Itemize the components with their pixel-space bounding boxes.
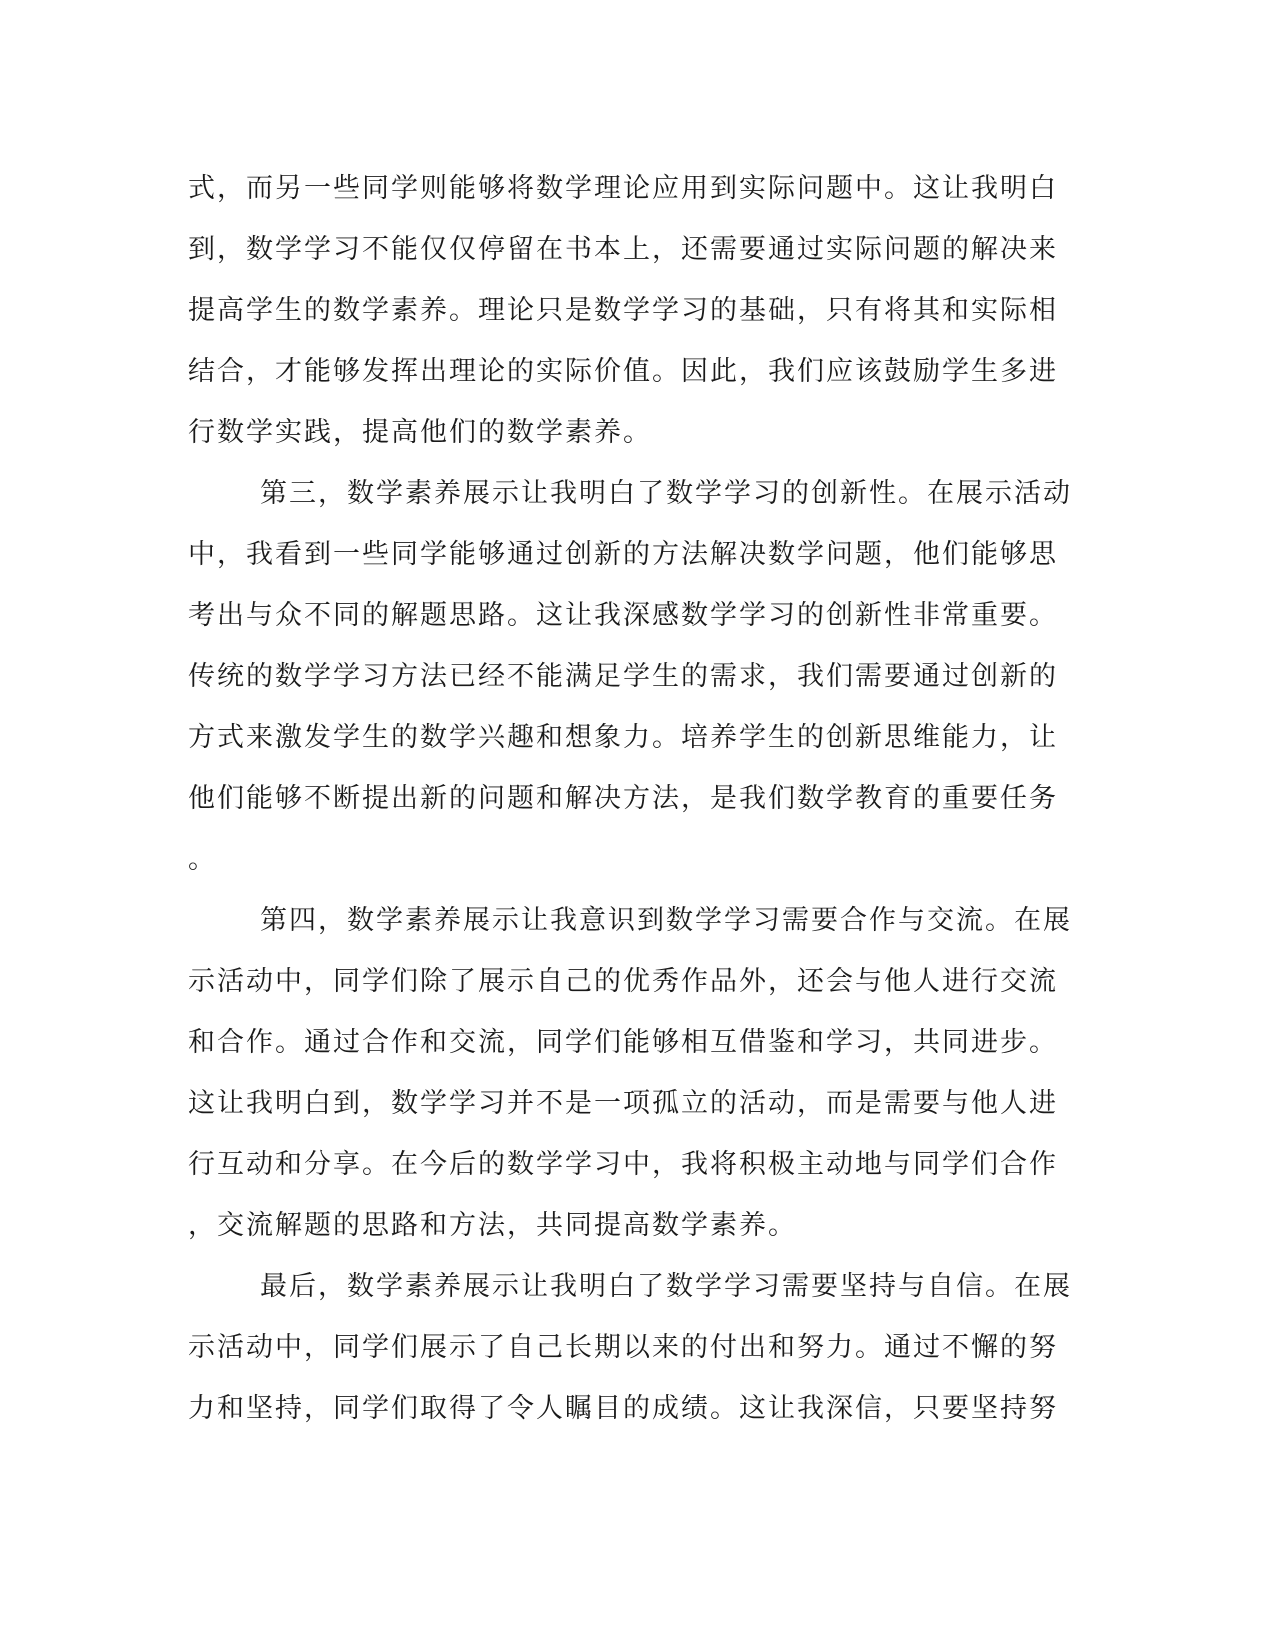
paragraph-start-line: 第三，数学素养展示让我明白了数学学习的创新性。在展示活动 <box>260 478 1072 509</box>
text-line: ，交流解题的思路和方法，共同提高数学素养。 <box>188 1210 797 1241</box>
text-line: 示活动中，同学们展示了自己长期以来的付出和努力。通过不懈的努 <box>188 1332 1058 1363</box>
body-text <box>188 158 1072 1439</box>
text-line: 式，而另一些同学则能够将数学理论应用到实际问题中。这让我明白 <box>188 173 1058 204</box>
text-line: 到，数学学习不能仅仅停留在书本上，还需要通过实际问题的解决来 <box>188 234 1058 265</box>
text-line: 考出与众不同的解题思路。这让我深感数学学习的创新性非常重要。 <box>188 600 1058 631</box>
paragraph-start-line: 第四，数学素养展示让我意识到数学学习需要合作与交流。在展 <box>260 905 1072 936</box>
text-line: 中，我看到一些同学能够通过创新的方法解决数学问题，他们能够思 <box>188 539 1058 570</box>
text-line: 和合作。通过合作和交流，同学们能够相互借鉴和学习，共同进步。 <box>188 1027 1058 1058</box>
text-line: 示活动中，同学们除了展示自己的优秀作品外，还会与他人进行交流 <box>188 966 1058 997</box>
text-line: 结合，才能够发挥出理论的实际价值。因此，我们应该鼓励学生多进 <box>188 356 1058 387</box>
text-line: 力和坚持，同学们取得了令人瞩目的成绩。这让我深信，只要坚持努 <box>188 1393 1058 1424</box>
text-line: 行互动和分享。在今后的数学学习中，我将积极主动地与同学们合作 <box>188 1149 1058 1180</box>
text-line: 传统的数学学习方法已经不能满足学生的需求，我们需要通过创新的 <box>188 661 1058 692</box>
text-line: 行数学实践，提高他们的数学素养。 <box>188 417 652 448</box>
paragraph-start-line: 最后，数学素养展示让我明白了数学学习需要坚持与自信。在展 <box>260 1271 1072 1302</box>
text-line: 。 <box>188 844 217 875</box>
text-line: 提高学生的数学素养。理论只是数学学习的基础，只有将其和实际相 <box>188 295 1058 326</box>
text-line: 方式来激发学生的数学兴趣和想象力。培养学生的创新思维能力，让 <box>188 722 1058 753</box>
text-line: 这让我明白到，数学学习并不是一项孤立的活动，而是需要与他人进 <box>188 1088 1058 1119</box>
text-line: 他们能够不断提出新的问题和解决方法，是我们数学教育的重要任务 <box>188 783 1058 814</box>
